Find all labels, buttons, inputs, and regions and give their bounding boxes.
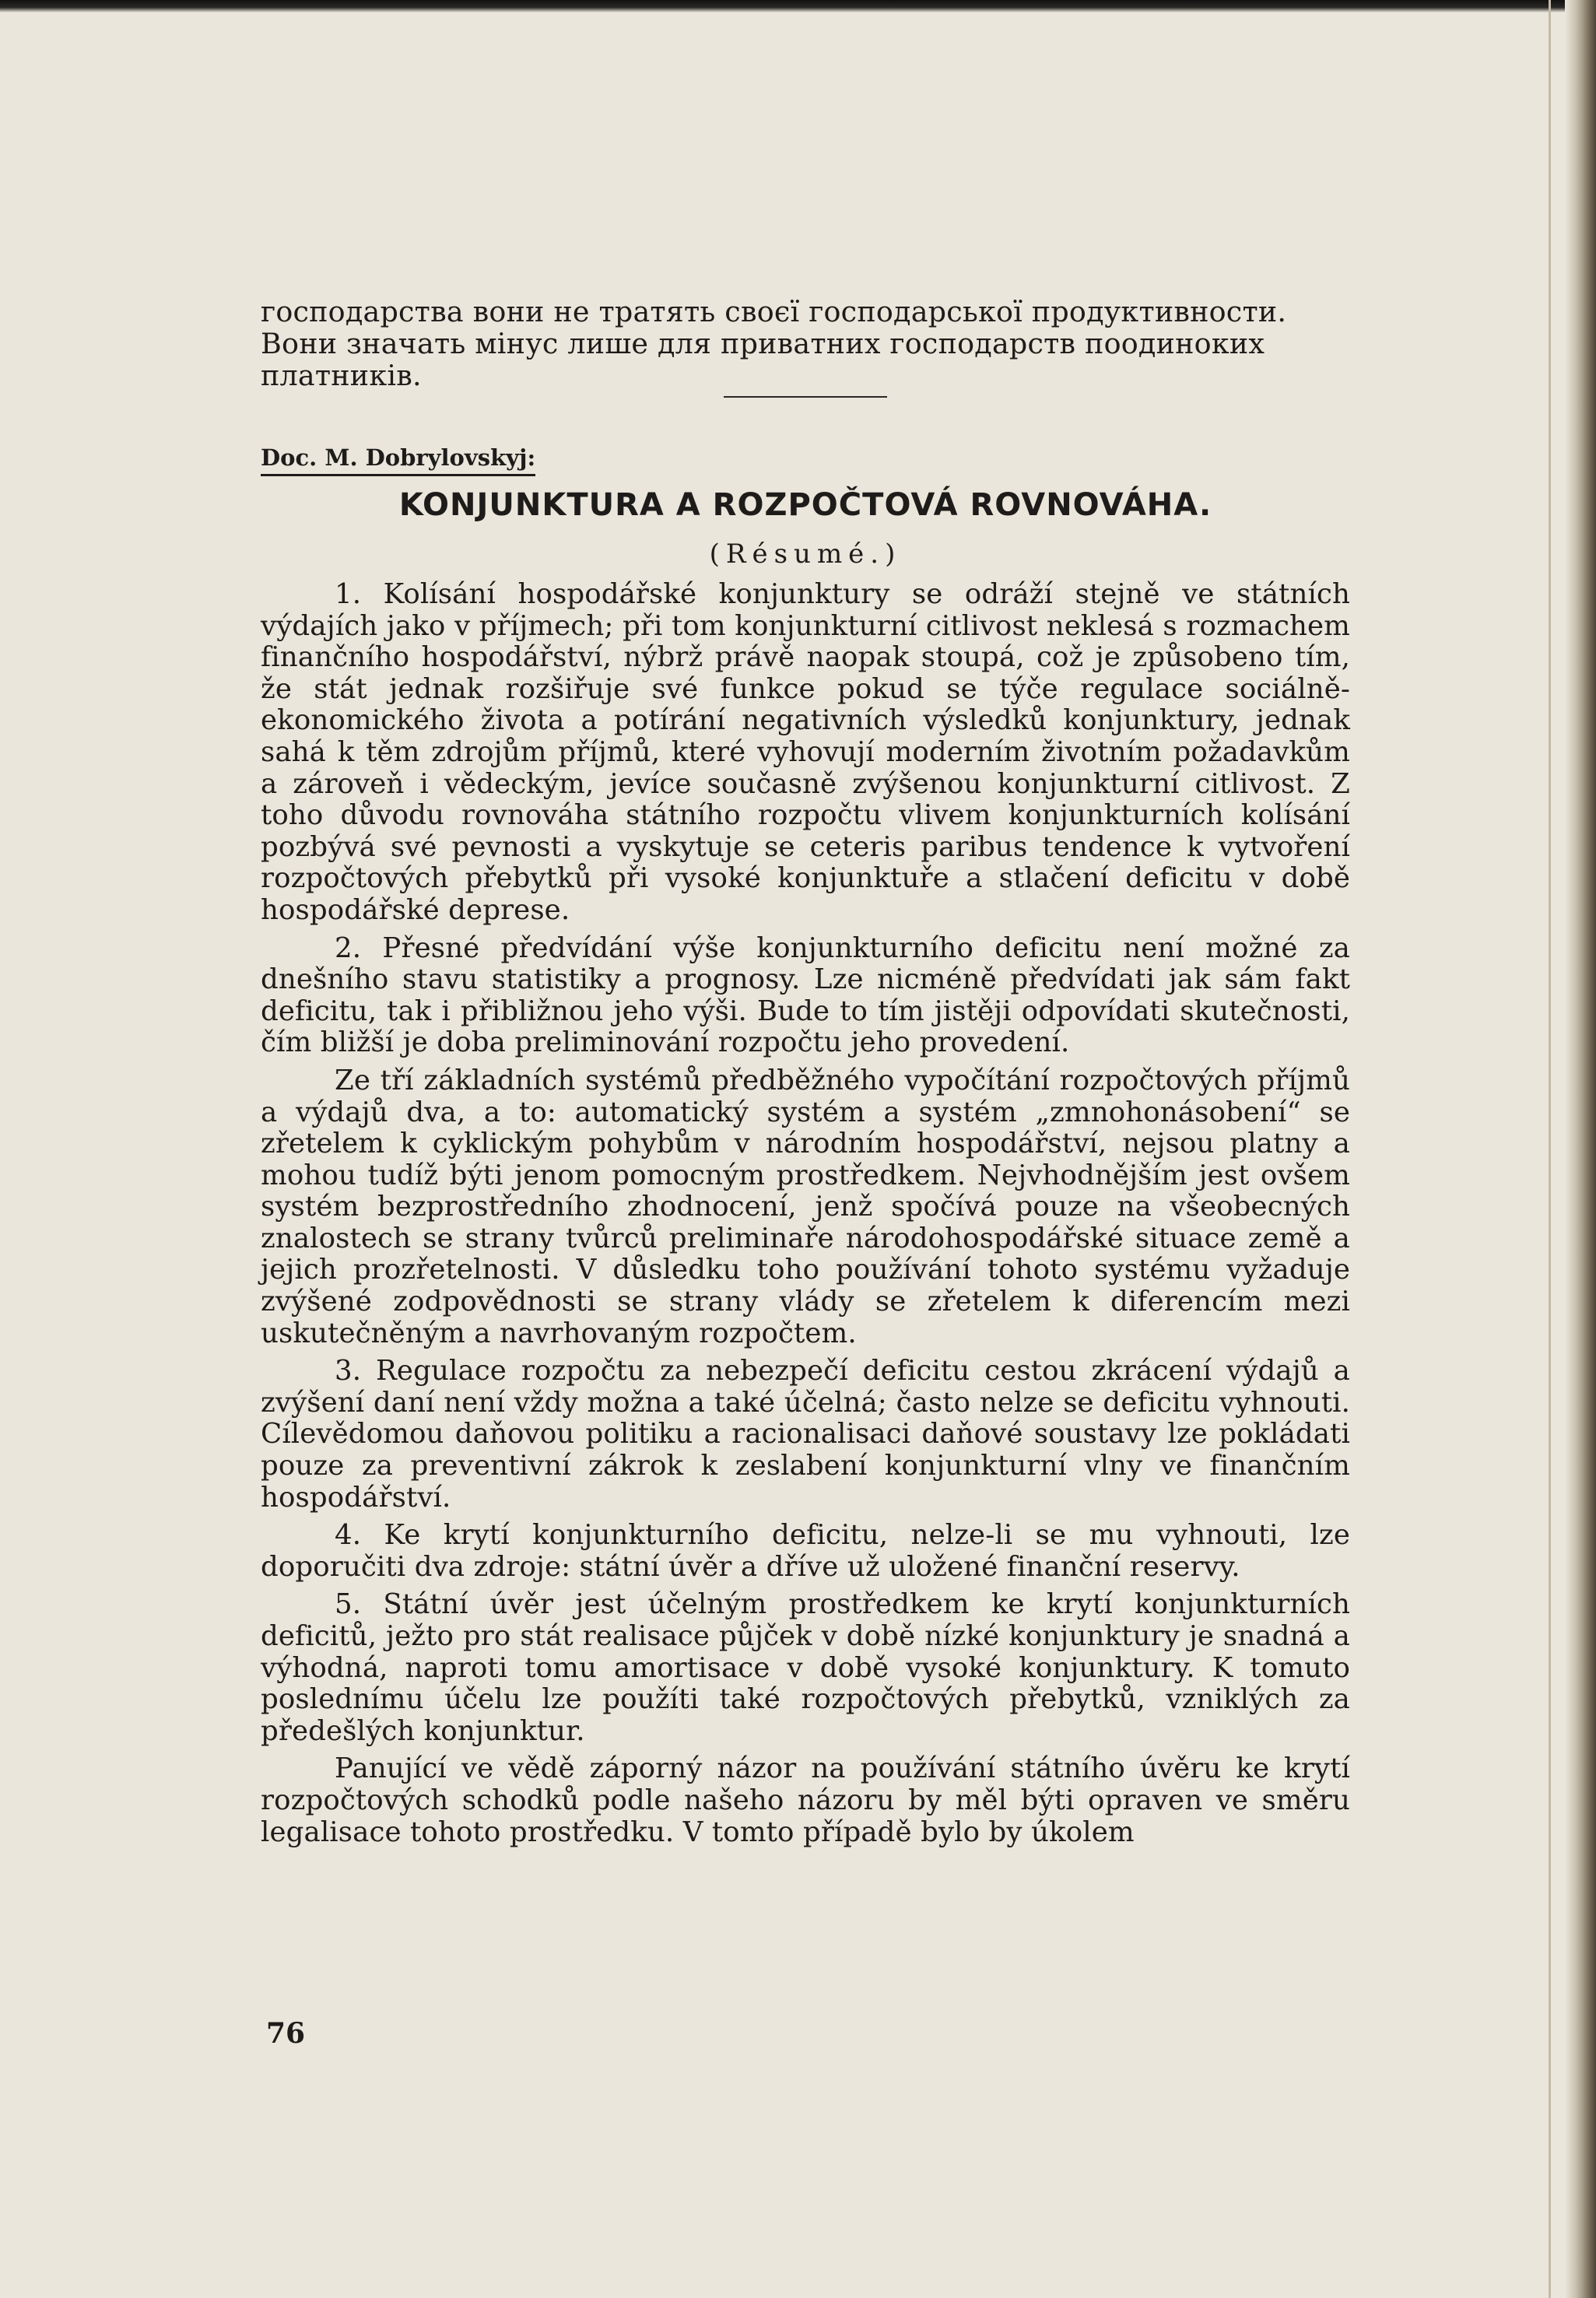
paragraph-3: Ze tří základních systémů předběžného vypočítání rozpočtových příjmů a výdajů dva, a to: automatický systém a systém „zmnohonásobení“ se zřetelem k cyklickým pohybům v národním hospodářství, nejsou platny a mohou tudíž býti jenom pomocným prostředkem. Nejvhodnějším jest ovšem systém bezprostředního zhodnocení, jenž spočívá pouze na všeobecných znalostech se strany tvůrců preliminaře národohospodářské situace země a jejich prozřetelnosti. V důsledku toho používání tohoto systému vyžaduje zvýšené zodpovědnosti se strany vlády se zřetelem k diferencím mezi uskutečněným a navrhovaným rozpočtem. [261, 1064, 1350, 1349]
paragraph-2: 2. Přesné předvídání výše konjunkturního deficitu není možné za dnešního stavu statistiky a prognosy. Lze nicméně předvídati jak sám fakt deficitu, tak i přibližnou jeho výši. Bude to tím jistěji odpovídati skutečnosti, čím bližší je doba preliminování rozpočtu jeho provedení. [261, 931, 1350, 1059]
page-edge-line [1549, 0, 1551, 2298]
paragraph-4: 3. Regulace rozpočtu za nebezpečí deficitu cestou zkrácení výdajů a zvýšení daní není vždy možna a také účelná; často nelze se deficitu vyhnouti. Cílevědomou daňovou politiku a racionalisaci daňové soustavy lze pokládati pouze za preventivní zákrok k zeslabení konjunkturní vlny ve finančním hospodářství. [261, 1355, 1350, 1514]
article-body [261, 579, 1350, 1848]
scan-top-edge [0, 0, 1596, 12]
paragraph-1: 1. Kolísání hospodářské konjunktury se odráží stejně ve státních výdajích jako v příjmech; při tom konjunkturní citlivost neklesá s rozmachem finančního hospodářství, nýbrž právě naopak stoupá, což je způsobeno tím, že stát jednak rozšiřuje své funkce pokud se týče regulace sociálně-ekonomického života a potírání negativních výsledků konjunktury, jednak sahá k těm zdrojům příjmů, které vyhovují moderním životním požadavkům a zároveň i vědeckým, jevíce současně zvýšenou konjunkturní citlivost. Z toho důvodu rovnováha státního rozpočtu vlivem konjunkturních kolísání pozbývá své pevnosti a vyskytuje se ceteris paribus tendence k vytvoření rozpočtových přebytků při vysoké konjunktuře a stlačení deficitu v době hospodářské deprese. [261, 578, 1350, 926]
article-title: KONJUNKTURA A ROZPOČTOVÁ ROVNOVÁHA. [398, 487, 1212, 523]
page-number: 76 [266, 2017, 306, 2050]
author-block [261, 444, 1350, 476]
paragraph-5: 4. Ke krytí konjunkturního deficitu, nelze-li se mu vyhnouti, lze doporučiti dva zdroje: státní úvěr a dříve už uložené finanční reservy. [261, 1519, 1350, 1583]
paragraph-6: 5. Státní úvěr jest účelným prostředkem ke krytí konjunkturních deficitů, ježto pro stát realisace půjček v době nízké konjunktury je snadná a výhodná, naproti tomu amortisace v době vysoké konjunktury. K tomuto poslednímu účelu lze použíti také rozpočtových přebytků, vzniklých za předešlých konjunktur. [261, 1588, 1350, 1747]
book-spine-shadow [1565, 0, 1596, 2298]
section-divider [724, 396, 887, 398]
page-content [261, 296, 1350, 1854]
paragraph-7: Panující ve vědě záporný názor na používání státního úvěru ke krytí rozpočtových schodků podle našeho názoru by měl býti opraven ve směru legalisace tohoto prostředku. V tomto případě bylo by úkolem [261, 1752, 1350, 1848]
author-name: Doc. M. Dobrylovskyj: [261, 444, 535, 476]
continuation-text: господарства вони не тратять своєї господарської продуктивности. Вони значать мінус лише для приватних господарств поодиноких платників. [261, 295, 1287, 392]
article-subtitle: (Résumé.) [709, 539, 902, 570]
